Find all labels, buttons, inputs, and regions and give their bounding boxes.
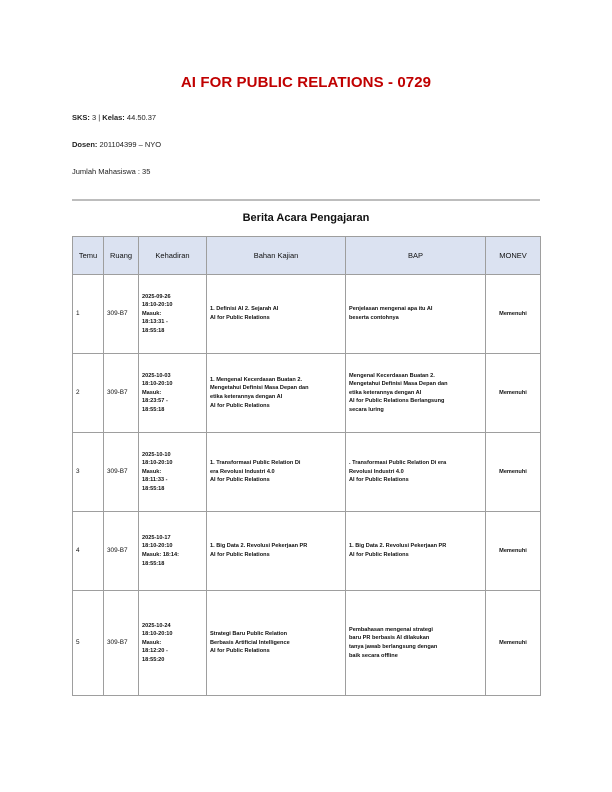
- col-header-bahan-kajian: Bahan Kajian: [207, 237, 346, 275]
- cell-kehadiran-line: 2025-10-03: [142, 372, 171, 379]
- col-header-bap: BAP: [346, 237, 486, 275]
- kelas-label: Kelas:: [102, 113, 125, 122]
- cell-ruang: 309-B7: [104, 433, 139, 512]
- cell-bap-line: Penjelasan mengenai apa itu AI: [349, 306, 433, 313]
- cell-temu: 2: [73, 354, 104, 433]
- cell-kehadiran-line: 2025-10-10: [142, 451, 171, 458]
- cell-kehadiran-line: 2025-10-24: [142, 622, 171, 629]
- jumlah-mahasiswa: Jumlah Mahasiswa : 35: [72, 167, 151, 176]
- cell-bap-line: etika keterannya dengan AI: [349, 389, 422, 396]
- cell-bahan-kajian-line: AI for Public Relations: [210, 648, 270, 655]
- dosen-value: 201104399 – NYO: [97, 140, 162, 149]
- cell-bahan-kajian-line: 1. Definisi AI 2. Sejarah AI: [210, 306, 279, 313]
- cell-kehadiran-line: Masuk:: [142, 468, 162, 475]
- cell-kehadiran-line: 18:10-20:10: [142, 631, 173, 638]
- cell-kehadiran-line: 2025-10-17: [142, 534, 171, 541]
- cell-kehadiran: [139, 591, 207, 696]
- cell-temu: 1: [73, 275, 104, 354]
- cell-kehadiran: [139, 433, 207, 512]
- table-row: [73, 591, 541, 696]
- cell-bap-line: Mengetahui Definisi Masa Depan dan: [349, 381, 448, 388]
- cell-bap-line: Mengenal Kecerdasan Buatan 2.: [349, 372, 435, 379]
- cell-kehadiran-line: 18:23:57 -: [142, 398, 168, 405]
- cell-bap-line: Pembahasan mengenai strategi: [349, 626, 433, 633]
- cell-bap: [346, 433, 486, 512]
- cell-bap: [346, 275, 486, 354]
- cell-kehadiran-line: 18:55:18: [142, 560, 165, 567]
- cell-bahan-kajian: [207, 512, 346, 591]
- cell-kehadiran-line: 18:13:31 -: [142, 319, 168, 326]
- table-row: [73, 512, 541, 591]
- cell-bahan-kajian: [207, 354, 346, 433]
- table-row: [73, 433, 541, 512]
- cell-temu: 5: [73, 591, 104, 696]
- cell-bap-line: Revolusi Industri 4.0: [349, 468, 404, 475]
- cell-monev: Memenuhi: [486, 512, 541, 591]
- cell-kehadiran: [139, 275, 207, 354]
- cell-bahan-kajian-line: era Revolusi Industri 4.0: [210, 468, 275, 475]
- cell-kehadiran: [139, 354, 207, 433]
- cell-bap-line: AI for Public Relations Berlangsung: [349, 398, 445, 405]
- col-header-kehadiran: Kehadiran: [139, 237, 207, 275]
- cell-monev: Memenuhi: [486, 591, 541, 696]
- cell-bahan-kajian-line: 1. Transformasi Public Relation Di: [210, 460, 301, 467]
- cell-bap-line: secara luring: [349, 406, 384, 413]
- cell-bap-line: tanya jawab berlangsung dengan: [349, 644, 438, 650]
- cell-bap-line: AI for Public Relations: [349, 477, 409, 484]
- sks-label: SKS:: [72, 113, 90, 122]
- cell-kehadiran-line: 18:12:20 -: [142, 648, 168, 655]
- cell-kehadiran-line: Masuk: 18:14:: [142, 552, 179, 558]
- cell-bahan-kajian: [207, 275, 346, 354]
- cell-monev: Memenuhi: [486, 433, 541, 512]
- cell-bahan-kajian: [207, 591, 346, 696]
- table-header-row: [73, 237, 541, 275]
- sks-value: 3 |: [89, 113, 103, 122]
- cell-bahan-kajian-line: etika keterannya dengan AI: [210, 394, 283, 400]
- cell-monev: Memenuhi: [486, 354, 541, 433]
- cell-bahan-kajian-line: AI for Public Relations: [210, 402, 270, 409]
- table-row: [73, 275, 541, 354]
- cell-kehadiran-line: 18:10-20:10: [142, 460, 173, 467]
- cell-bap-line: beserta contohnya: [349, 315, 399, 321]
- cell-bahan-kajian-line: 1. Mengenal Kecerdasan Buatan 2.: [210, 376, 303, 383]
- cell-kehadiran-line: 18:55:18: [142, 406, 165, 413]
- cell-bap-line: . Transformasi Public Relation Di era: [349, 460, 447, 467]
- cell-temu: 3: [73, 433, 104, 512]
- cell-monev: Memenuhi: [486, 275, 541, 354]
- cell-kehadiran-line: Masuk:: [142, 310, 162, 317]
- cell-kehadiran-line: 2025-09-26: [142, 293, 171, 300]
- cell-ruang: 309-B7: [104, 275, 139, 354]
- cell-kehadiran-line: 18:10-20:10: [142, 302, 173, 309]
- col-header-temu: Temu: [73, 237, 104, 275]
- cell-kehadiran-line: 18:55:18: [142, 485, 165, 492]
- cell-ruang: 309-B7: [104, 354, 139, 433]
- cell-ruang: 309-B7: [104, 591, 139, 696]
- cell-bap: [346, 512, 486, 591]
- cell-bap: [346, 354, 486, 433]
- cell-bahan-kajian-line: AI for Public Relations: [210, 477, 270, 484]
- table-row: [73, 354, 541, 433]
- cell-kehadiran-line: Masuk:: [142, 639, 162, 646]
- cell-bap-line: AI for Public Relations: [349, 552, 409, 558]
- table-body: [73, 275, 541, 696]
- divider: [72, 199, 540, 201]
- dosen-line: [72, 140, 161, 149]
- cell-bap: [346, 591, 486, 696]
- cell-ruang: 309-B7: [104, 512, 139, 591]
- cell-kehadiran-line: 18:55:18: [142, 327, 165, 334]
- bap-table: [72, 236, 541, 696]
- cell-kehadiran-line: 18:55:20: [142, 656, 165, 663]
- cell-temu: 4: [73, 512, 104, 591]
- cell-bahan-kajian-line: AI for Public Relations: [210, 552, 270, 558]
- dosen-label: Dosen:: [72, 140, 98, 149]
- kelas-value: 44.50.37: [124, 113, 157, 122]
- section-title: Berita Acara Pengajaran: [242, 212, 370, 224]
- cell-kehadiran-line: 18:11:33 -: [142, 477, 168, 484]
- cell-kehadiran-line: 18:10-20:10: [142, 543, 173, 550]
- page-title: AI FOR PUBLIC RELATIONS - 0729: [180, 74, 432, 91]
- cell-bap-line: baru PR berbasis AI dilakukan: [349, 635, 430, 642]
- cell-bahan-kajian-line: AI for Public Relations: [210, 315, 270, 321]
- cell-bahan-kajian-line: Mengetahui Definisi Masa Depan dan: [210, 385, 309, 392]
- cell-bahan-kajian-line: 1. Big Data 2. Revolusi Pekerjaan PR: [210, 543, 308, 550]
- cell-bahan-kajian-line: Strategi Baru Public Relation: [210, 631, 288, 638]
- col-header-ruang: Ruang: [104, 237, 139, 275]
- sks-kelas-line: [72, 113, 156, 122]
- cell-bap-line: 1. Big Data 2. Revolusi Pekerjaan PR: [349, 543, 447, 550]
- cell-bahan-kajian: [207, 433, 346, 512]
- col-header-monev: MONEV: [486, 237, 541, 275]
- cell-bahan-kajian-line: Berbasis Artificial Intelligence: [210, 639, 290, 646]
- cell-bap-line: baik secara offline: [349, 652, 398, 659]
- cell-kehadiran: [139, 512, 207, 591]
- cell-kehadiran-line: Masuk:: [142, 389, 162, 396]
- cell-kehadiran-line: 18:10-20:10: [142, 381, 173, 388]
